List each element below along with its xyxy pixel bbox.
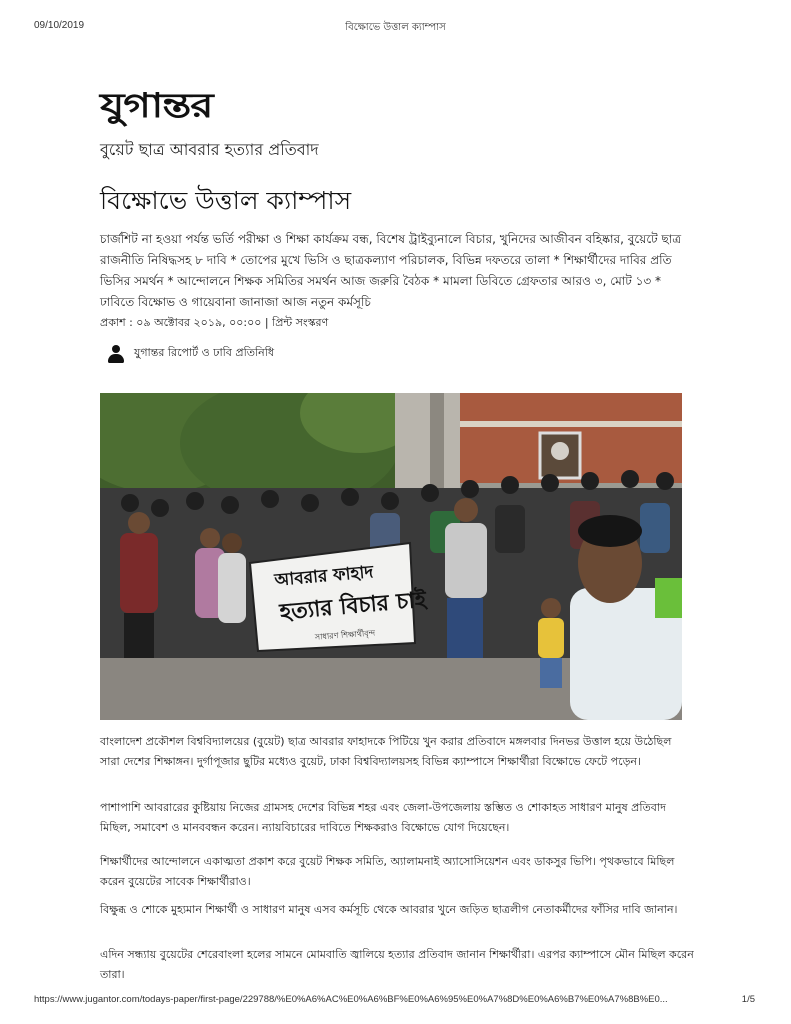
article-photo <box>100 393 682 720</box>
article-headline: বিক্ষোভে উত্তাল ক্যাম্পাস <box>100 186 352 215</box>
author-name: যুগান্তর রিপোর্ট ও ঢাবি প্রতিনিধি <box>134 346 275 359</box>
article-summary: চার্জশিট না হওয়া পর্যন্ত ভর্তি পরীক্ষা ও শিক্ষা কার্যক্রম বন্ধ, বিশেষ ট্রাইব্যুনালে বিচার, খুনিদের আজীবন বহিষ্কার, বুয়েটে ছাত্র রাজনীতি নিষিদ্ধসহ ৮ দাবি * তোপের মুখে ভিসি ও ছাত্রকল্যাণ পরিচালক, বিভিন্ন দফতরে তালা * শিক্ষার্থীদের দাবির প্রতি ভিসির সমর্থন * আন্দোলনে শিক্ষক সমিতির সমর্থন আজ জরুরি বৈঠক * মামলা ডিবিতে গ্রেফতার আরও ৩, মোট ১৩ * ঢাবিতে বিক্ষোভ ও গায়েবানা জানাজা আজ নতুন কর্মসূচি <box>100 232 682 309</box>
footer-url[interactable]: https://www.jugantor.com/todays-paper/first-page/229788/%E0%A6%AC%E0%A6%BF%E0%A6%95%E0%A7%8D%E0%A6%B7%E0%A7%8B%E0... <box>34 994 668 1005</box>
publish-info: প্রকাশ : ০৯ অক্টোবর ২০১৯, ০০:০০ | প্রিন্ট সংস্করণ <box>100 316 329 329</box>
article-paragraph: পাশাপাশি আবরারের কুষ্টিয়ায় নিজের গ্রামসহ দেশের বিভিন্ন শহর এবং জেলা-উপজেলায় স্তম্ভিত ও শোকাহত সাধারণ মানুষ প্রতিবাদ মিছিল, সমাবেশ ও মানববন্ধন করেন। ন্যায়বিচারের দাবিতে শিক্ষকরাও বিক্ষোভে যোগ দিয়েছেন। <box>100 801 666 834</box>
article-paragraph: এদিন সন্ধ্যায় বুয়েটের শেরেবাংলা হলের সামনে মোমবাতি জ্বালিয়ে হত্যার প্রতিবাদ জানান শিক্ষার্থীরা। এরপর ক্যাম্পাসে মৌন মিছিল করেন তারা। <box>100 948 694 981</box>
banner-line2: হত্যার বিচার চাই <box>278 587 428 626</box>
banner-footer: সাধারণ শিক্ষার্থীবৃন্দ <box>314 628 376 642</box>
print-header-title: বিক্ষোভে উত্তাল ক্যাম্পাস <box>345 22 446 33</box>
banner-line1: আবরার ফাহাদ <box>273 562 375 591</box>
newspaper-logo[interactable]: যুগান্তর <box>100 86 213 126</box>
author-line <box>108 344 274 363</box>
article-paragraph: শিক্ষার্থীদের আন্দোলনে একাত্মতা প্রকাশ করে বুয়েট শিক্ষক সমিতি, অ্যালামনাই অ্যাসোসিয়েশন এবং ডাকসুর ভিপি। পৃথকভাবে মিছিল করেন বুয়েটের সাবেক শিক্ষার্থীরাও। <box>100 855 675 888</box>
article-subheading: বুয়েট ছাত্র আবরার হত্যার প্রতিবাদ <box>100 140 319 159</box>
print-header-date: 09/10/2019 <box>34 20 85 31</box>
article-paragraph: বাংলাদেশ প্রকৌশল বিশ্ববিদ্যালয়ের (বুয়েট) ছাত্র আবরার ফাহাদকে পিটিয়ে খুন করার প্রতিবাদে মঙ্গলবার দিনভর উত্তাল হয়ে উঠেছিল সারা দেশের শিক্ষাঙ্গন। দুর্গাপূজার ছুটির মধ্যেও বুয়েট, ঢাকা বিশ্ববিদ্যালয়সহ বিভিন্ন ক্যাম্পাসে শিক্ষার্থীরা বিক্ষোভে ফেটে পড়েন। <box>100 735 672 768</box>
article-paragraph: বিক্ষুব্ধ ও শোকে মুহ্যমান শিক্ষার্থী ও সাধারণ মানুষ এসব কর্মসূচি থেকে আবরার খুনে জড়িত ছাত্রলীগ নেতাকর্মীদের ফাঁসির দাবি জানান। <box>100 903 678 916</box>
user-icon <box>108 345 124 363</box>
footer-page-number: 1/5 <box>741 994 755 1005</box>
